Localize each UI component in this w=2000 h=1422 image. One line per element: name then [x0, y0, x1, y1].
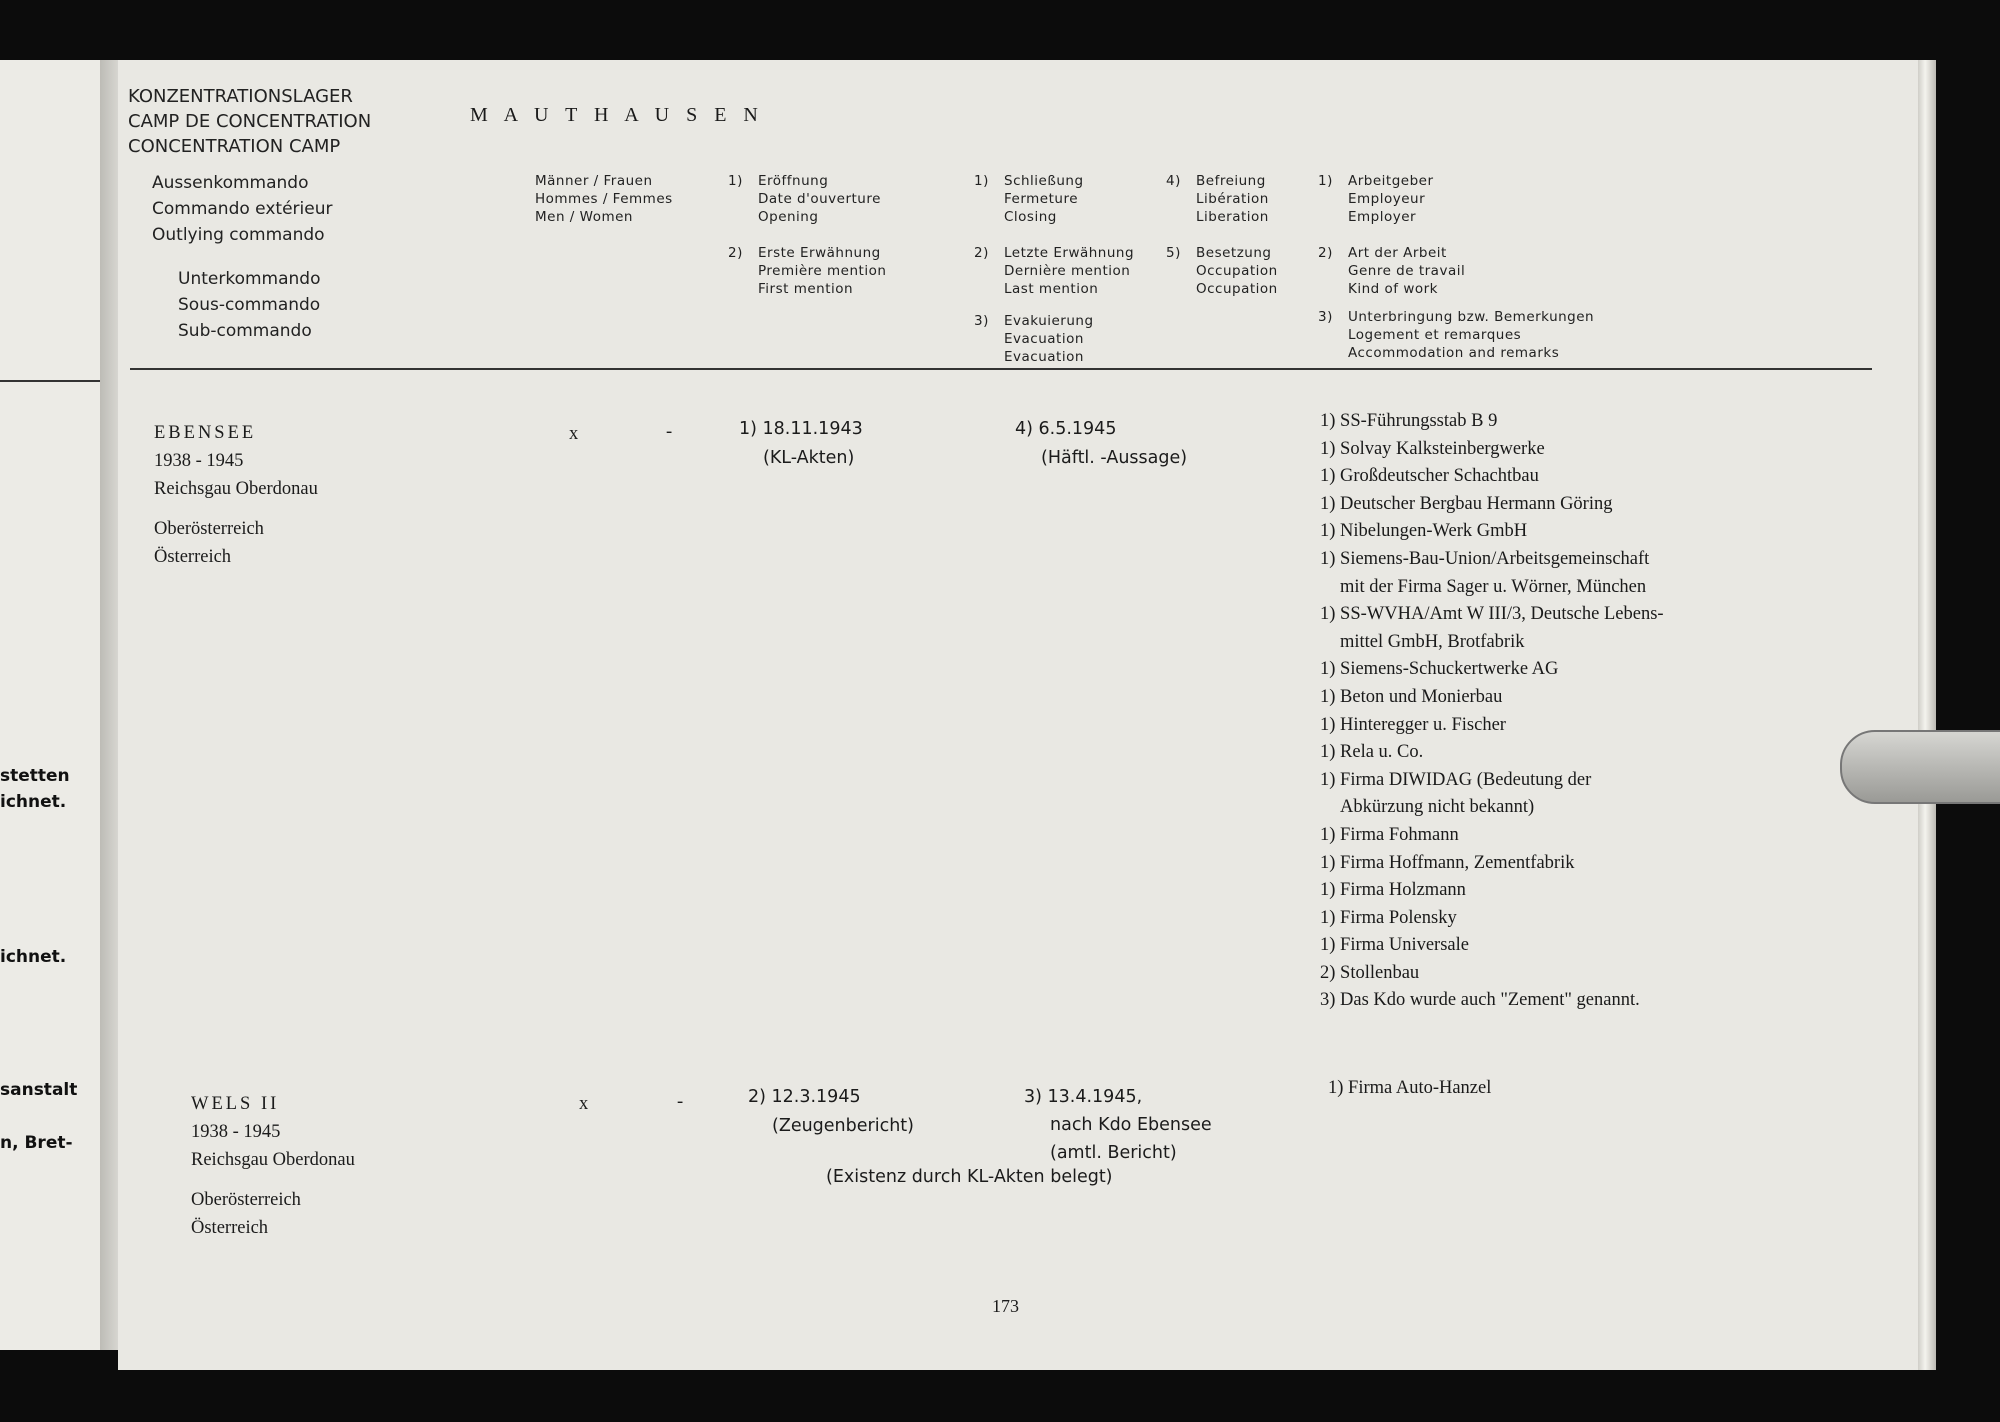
evacuation-source: (amtl. Bericht)	[1050, 1143, 1177, 1163]
left-page-fragment: sanstalt	[0, 1080, 78, 1100]
employer-item: 1) Solvay Kalksteinbergwerke	[1320, 438, 1545, 459]
entry-country: Österreich	[191, 1218, 269, 1238]
header-number: 2)	[728, 245, 743, 261]
employer-item: 1) Nibelungen-Werk GmbH	[1320, 521, 1528, 542]
header-accommodation	[1318, 308, 1594, 362]
liberation-fr: Libération	[1196, 191, 1269, 207]
header-number: 4)	[1166, 173, 1181, 189]
aussen-de: Aussenkommando	[152, 173, 309, 193]
unter-de: Unterkommando	[178, 269, 321, 289]
gender-de: Männer / Frauen	[535, 173, 653, 189]
first-mention-date: 2) 12.3.1945	[748, 1087, 861, 1107]
employer-item: 1) Firma Auto-Hanzel	[1328, 1078, 1492, 1098]
entry-years: 1938 - 1945	[154, 451, 244, 471]
page-clip	[1840, 730, 2000, 804]
closing-fr: Fermeture	[1004, 191, 1079, 207]
employer-item: 1) Firma Universale	[1320, 935, 1469, 956]
entry-ebensee-employers	[1320, 408, 1664, 1015]
employer-item: 2) Stollenbau	[1320, 962, 1420, 983]
left-page-fragment: stetten	[0, 766, 70, 786]
header-kind-of-work	[1318, 244, 1465, 298]
entry-men-mark: x	[569, 424, 579, 444]
employer-item: 1) Firma DIWIDAG (Bedeutung der	[1320, 769, 1592, 790]
evacuation-fr: Evacuation	[1004, 331, 1084, 347]
employer-item: 3) Das Kdo wurde auch "Zement" genannt.	[1320, 990, 1640, 1011]
header-number: 5)	[1166, 245, 1181, 261]
accommodation-en: Accommodation and remarks	[1348, 345, 1560, 361]
header-number: 3)	[1318, 309, 1333, 325]
header-liberation	[1166, 172, 1269, 226]
header-number: 3)	[974, 313, 989, 329]
left-page-fragment: ichnet.	[0, 947, 67, 967]
header-evacuation	[974, 312, 1094, 366]
opening-fr: Date d'ouverture	[758, 191, 881, 207]
entry-women-mark: -	[666, 422, 673, 442]
liberation-de: Befreiung	[1196, 173, 1266, 189]
opening-en: Opening	[758, 209, 819, 225]
aussenkommando-label	[152, 170, 332, 248]
header-last-mention	[974, 244, 1134, 298]
gender-fr: Hommes / Femmes	[535, 191, 673, 207]
aussen-fr: Commando extérieur	[152, 199, 333, 219]
entry-wels-first-mention	[748, 1083, 914, 1141]
first-mention-en: First mention	[758, 281, 854, 297]
header-divider	[130, 368, 1872, 370]
occupation-en: Occupation	[1196, 281, 1278, 297]
entry-ebensee-opening	[739, 415, 863, 473]
evacuation-de: Evakuierung	[1004, 313, 1094, 329]
header-number: 2)	[974, 245, 989, 261]
employer-en: Employer	[1348, 209, 1417, 225]
employer-item: 1) SS-Führungsstab B 9	[1320, 411, 1498, 431]
liberation-source: (Häftl. -Aussage)	[1041, 448, 1188, 468]
evacuation-destination: nach Kdo Ebensee	[1050, 1115, 1212, 1135]
entry-name: WELS II	[191, 1094, 280, 1114]
header-number: 2)	[1318, 245, 1333, 261]
employer-item: 1) Firma Polensky	[1320, 907, 1457, 928]
employer-item: mit der Firma Sager u. Wörner, München	[1340, 576, 1647, 597]
title-line-en: CONCENTRATION CAMP	[128, 136, 341, 157]
employer-item: 1) Firma Hoffmann, Zementfabrik	[1320, 852, 1575, 873]
entry-wels-note: (Existenz durch KL-Akten belegt)	[826, 1167, 1113, 1187]
employer-item: mittel GmbH, Brotfabrik	[1340, 631, 1525, 652]
last-mention-en: Last mention	[1004, 281, 1099, 297]
employer-item: 1) Deutscher Bergbau Hermann Göring	[1320, 493, 1613, 514]
unter-fr: Sous-commando	[178, 295, 321, 315]
entry-region: Reichsgau Oberdonau	[191, 1150, 355, 1170]
employer-de: Arbeitgeber	[1348, 173, 1434, 189]
entry-state: Oberösterreich	[154, 519, 264, 539]
header-first-mention	[728, 244, 886, 298]
first-mention-de: Erste Erwähnung	[758, 245, 881, 261]
evacuation-en: Evacuation	[1004, 349, 1084, 365]
left-page-rule	[0, 380, 100, 382]
employer-item: 1) Siemens-Schuckertwerke AG	[1320, 659, 1559, 680]
unter-en: Sub-commando	[178, 321, 312, 341]
header-opening	[728, 172, 881, 226]
header-occupation	[1166, 244, 1278, 298]
aussen-en: Outlying commando	[152, 225, 325, 245]
employer-item: 1) Großdeutscher Schachtbau	[1320, 466, 1539, 487]
entry-state: Oberösterreich	[191, 1190, 301, 1210]
first-mention-fr: Première mention	[758, 263, 887, 279]
liberation-date: 4) 6.5.1945	[1015, 419, 1117, 439]
header-number: 1)	[974, 173, 989, 189]
page-edge	[1918, 60, 1936, 1370]
header-number: 1)	[728, 173, 743, 189]
left-page-fragment: ichnet.	[0, 792, 67, 812]
last-mention-de: Letzte Erwähnung	[1004, 245, 1135, 261]
entry-wels-evacuation	[1024, 1083, 1212, 1167]
gender-header	[535, 172, 673, 226]
employer-item: 1) Rela u. Co.	[1320, 742, 1424, 763]
employer-fr: Employeur	[1348, 191, 1426, 207]
entry-wels-location	[191, 1090, 355, 1242]
entry-region: Reichsgau Oberdonau	[154, 479, 318, 499]
first-mention-source: (Zeugenbericht)	[772, 1116, 914, 1136]
unterkommando-label	[178, 266, 320, 344]
employer-item: 1) Firma Holzmann	[1320, 880, 1466, 901]
entry-men-mark: x	[579, 1094, 589, 1114]
employer-item: 1) Beton und Monierbau	[1320, 686, 1503, 707]
opening-date: 1) 18.11.1943	[739, 419, 863, 439]
entry-ebensee-liberation	[1015, 415, 1187, 473]
opening-source: (KL-Akten)	[763, 448, 855, 468]
left-facing-page	[0, 60, 112, 1350]
occupation-fr: Occupation	[1196, 263, 1278, 279]
gender-en: Men / Women	[535, 209, 633, 225]
page-number: 173	[992, 1296, 1019, 1316]
left-page-fragment: n, Bret-	[0, 1133, 73, 1153]
employer-item: 1) Firma Fohmann	[1320, 824, 1459, 845]
entry-wels-employers	[1328, 1075, 1491, 1103]
employer-item: Abkürzung nicht bekannt)	[1340, 797, 1535, 818]
evacuation-date: 3) 13.4.1945,	[1024, 1087, 1143, 1107]
employer-item: 1) Hinteregger u. Fischer	[1320, 714, 1506, 735]
accommodation-de: Unterbringung bzw. Bemerkungen	[1348, 309, 1595, 325]
entry-women-mark: -	[677, 1092, 684, 1112]
employer-item: 1) SS-WVHA/Amt W III/3, Deutsche Lebens-	[1320, 604, 1664, 625]
opening-de: Eröffnung	[758, 173, 829, 189]
header-closing	[974, 172, 1084, 226]
page-title-block	[128, 84, 371, 159]
title-line-de: KONZENTRATIONSLAGER	[128, 86, 353, 107]
kind-of-work-de: Art der Arbeit	[1348, 245, 1447, 261]
accommodation-fr: Logement et remarques	[1348, 327, 1522, 343]
entry-years: 1938 - 1945	[191, 1122, 281, 1142]
header-number: 1)	[1318, 173, 1333, 189]
entry-country: Österreich	[154, 547, 232, 567]
entry-ebensee-location	[154, 419, 318, 571]
camp-name: M A U T H A U S E N	[470, 104, 764, 126]
liberation-en: Liberation	[1196, 209, 1269, 225]
entry-name: EBENSEE	[154, 423, 257, 443]
last-mention-fr: Dernière mention	[1004, 263, 1131, 279]
header-employer	[1318, 172, 1434, 226]
closing-en: Closing	[1004, 209, 1057, 225]
kind-of-work-en: Kind of work	[1348, 281, 1438, 297]
closing-de: Schließung	[1004, 173, 1084, 189]
occupation-de: Besetzung	[1196, 245, 1272, 261]
kind-of-work-fr: Genre de travail	[1348, 263, 1466, 279]
title-line-fr: CAMP DE CONCENTRATION	[128, 111, 372, 132]
employer-item: 1) Siemens-Bau-Union/Arbeitsgemeinschaft	[1320, 548, 1650, 569]
